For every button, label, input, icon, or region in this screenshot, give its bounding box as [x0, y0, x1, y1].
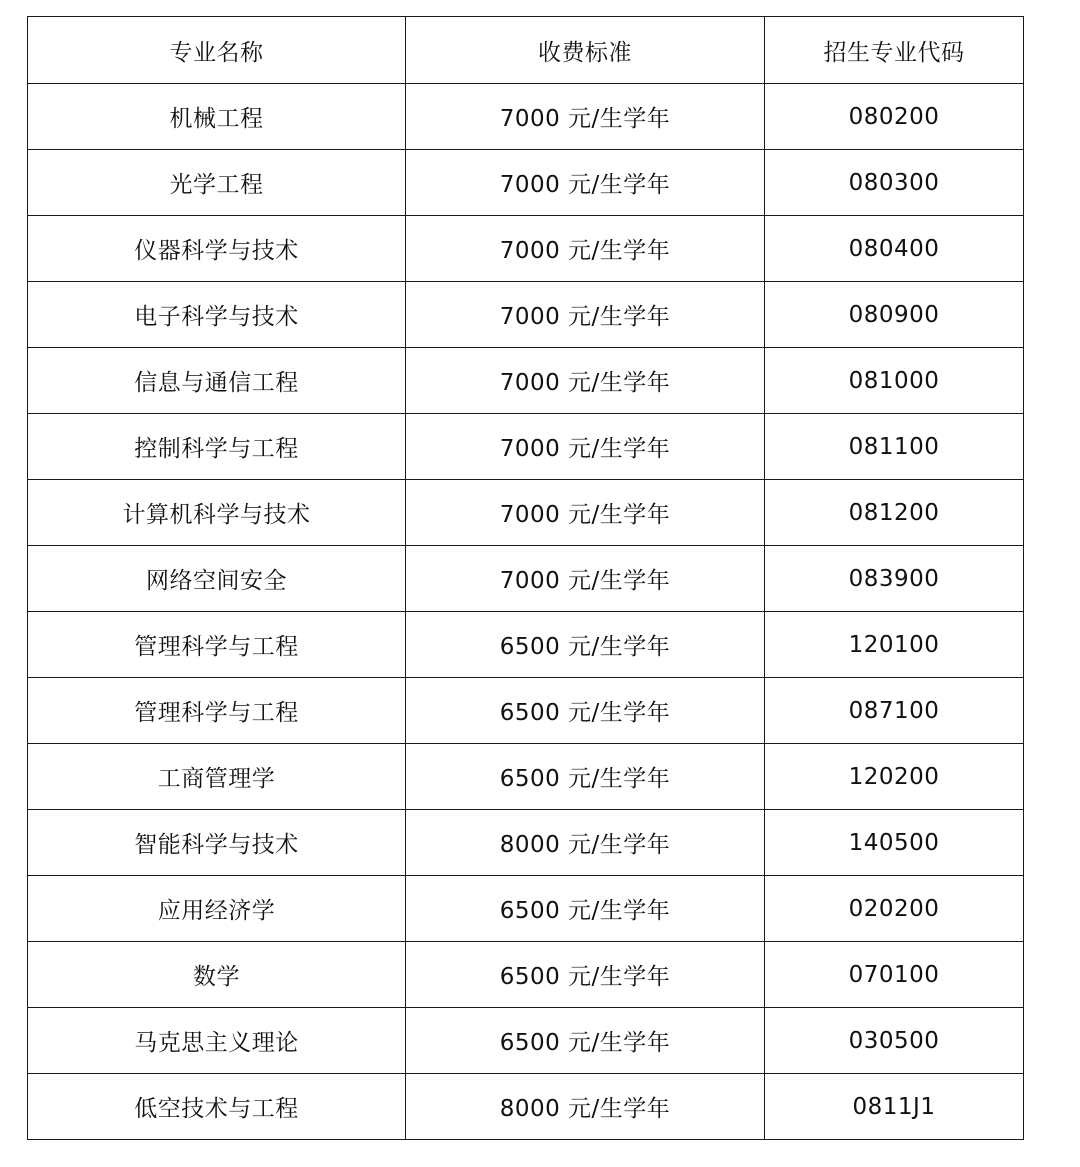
cell-code: 080200: [765, 84, 1024, 150]
table-row: [28, 546, 1024, 612]
header-major-code: 招生专业代码: [765, 17, 1024, 84]
table-row: [28, 744, 1024, 810]
cell-major-name: 低空技术与工程: [28, 1074, 406, 1140]
table-row: [28, 216, 1024, 282]
table-row: [28, 678, 1024, 744]
cell-code: 081000: [765, 348, 1024, 414]
cell-fee: 7000 元/生学年: [406, 414, 765, 480]
cell-fee: 6500 元/生学年: [406, 612, 765, 678]
cell-code: 030500: [765, 1008, 1024, 1074]
table-row: [28, 810, 1024, 876]
cell-fee: 7000 元/生学年: [406, 282, 765, 348]
cell-code: 140500: [765, 810, 1024, 876]
table-header: [28, 17, 1024, 84]
header-row: [28, 17, 1024, 84]
cell-major-name: 马克思主义理论: [28, 1008, 406, 1074]
table-row: [28, 876, 1024, 942]
cell-fee: 7000 元/生学年: [406, 348, 765, 414]
cell-major-name: 计算机科学与技术: [28, 480, 406, 546]
table-row: [28, 942, 1024, 1008]
cell-fee: 8000 元/生学年: [406, 810, 765, 876]
table-row: [28, 1008, 1024, 1074]
fee-table: [27, 16, 1024, 1140]
cell-code: 020200: [765, 876, 1024, 942]
table-row: [28, 282, 1024, 348]
cell-major-name: 网络空间安全: [28, 546, 406, 612]
cell-code: 120100: [765, 612, 1024, 678]
cell-code: 070100: [765, 942, 1024, 1008]
cell-major-name: 应用经济学: [28, 876, 406, 942]
table-row: [28, 348, 1024, 414]
table-row: [28, 84, 1024, 150]
cell-fee: 6500 元/生学年: [406, 678, 765, 744]
cell-fee: 7000 元/生学年: [406, 216, 765, 282]
cell-fee: 6500 元/生学年: [406, 942, 765, 1008]
cell-code: 087100: [765, 678, 1024, 744]
cell-fee: 6500 元/生学年: [406, 1008, 765, 1074]
cell-code: 081200: [765, 480, 1024, 546]
cell-fee: 7000 元/生学年: [406, 84, 765, 150]
cell-major-name: 信息与通信工程: [28, 348, 406, 414]
cell-major-name: 光学工程: [28, 150, 406, 216]
cell-fee: 6500 元/生学年: [406, 876, 765, 942]
cell-fee: 6500 元/生学年: [406, 744, 765, 810]
cell-major-name: 智能科学与技术: [28, 810, 406, 876]
cell-major-name: 仪器科学与技术: [28, 216, 406, 282]
header-fee-standard: 收费标准: [406, 17, 765, 84]
cell-major-name: 数学: [28, 942, 406, 1008]
cell-code: 0811J1: [765, 1074, 1024, 1140]
table-row: [28, 414, 1024, 480]
cell-code: 080300: [765, 150, 1024, 216]
cell-major-name: 机械工程: [28, 84, 406, 150]
cell-major-name: 管理科学与工程: [28, 612, 406, 678]
cell-fee: 7000 元/生学年: [406, 150, 765, 216]
table-row: [28, 480, 1024, 546]
cell-code: 120200: [765, 744, 1024, 810]
cell-code: 080400: [765, 216, 1024, 282]
cell-major-name: 管理科学与工程: [28, 678, 406, 744]
cell-major-name: 电子科学与技术: [28, 282, 406, 348]
cell-fee: 7000 元/生学年: [406, 480, 765, 546]
table-row: [28, 1074, 1024, 1140]
table-body: [28, 84, 1024, 1140]
table-row: [28, 612, 1024, 678]
cell-code: 083900: [765, 546, 1024, 612]
table-row: [28, 150, 1024, 216]
cell-major-name: 控制科学与工程: [28, 414, 406, 480]
cell-code: 080900: [765, 282, 1024, 348]
cell-major-name: 工商管理学: [28, 744, 406, 810]
cell-code: 081100: [765, 414, 1024, 480]
cell-fee: 7000 元/生学年: [406, 546, 765, 612]
cell-fee: 8000 元/生学年: [406, 1074, 765, 1140]
header-major-name: 专业名称: [28, 17, 406, 84]
